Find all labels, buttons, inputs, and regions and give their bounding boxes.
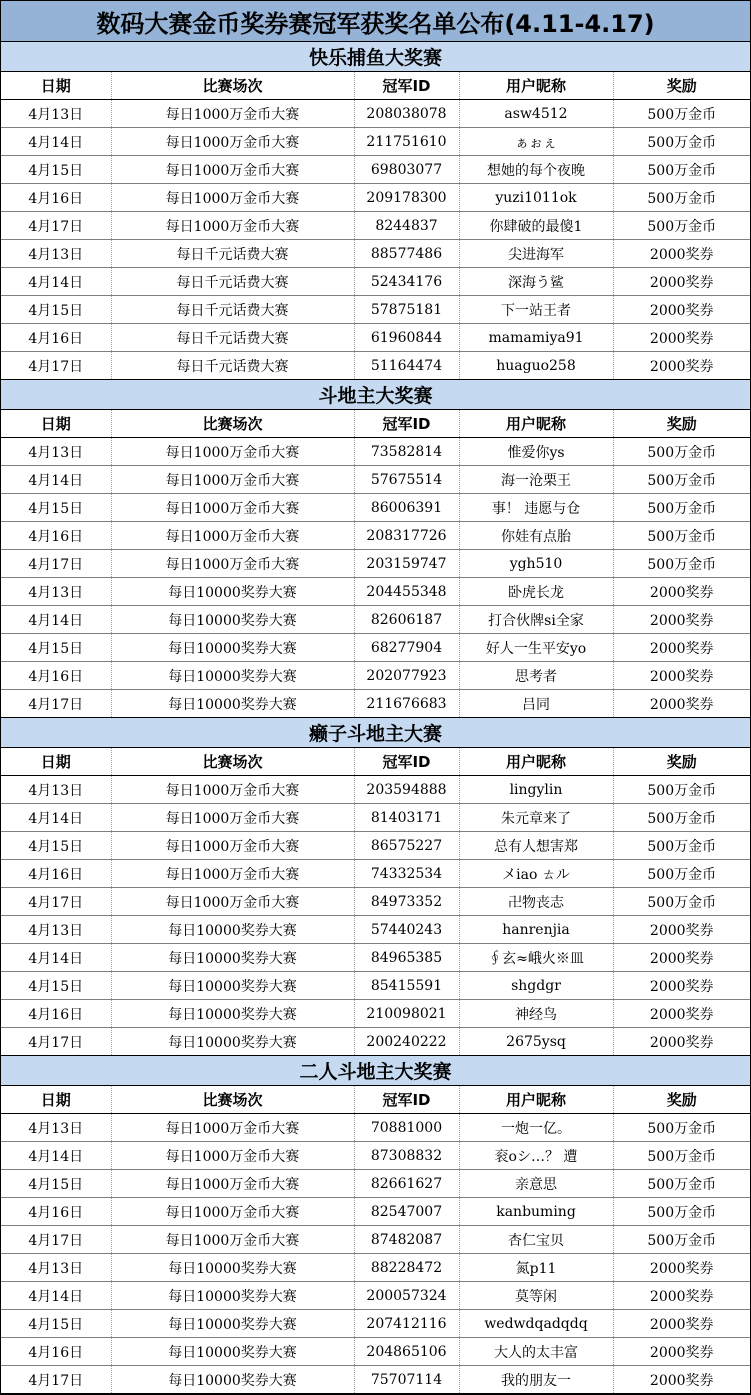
- reward-cell: 2000奖券: [613, 662, 750, 690]
- winner-id-cell: 82547007: [354, 1198, 459, 1226]
- table-row: [1, 240, 750, 268]
- winner-id-cell: 82661627: [354, 1170, 459, 1198]
- reward-cell: 500万金币: [613, 1226, 750, 1254]
- date-cell: 4月17日: [1, 888, 111, 916]
- winner-id-cell: 73582814: [354, 438, 459, 466]
- match-cell: 每日10000奖券大赛: [111, 1338, 354, 1366]
- winner-id-cell: 88577486: [354, 240, 459, 268]
- reward-cell: 500万金币: [613, 128, 750, 156]
- match-cell: 每日1000万金币大赛: [111, 100, 354, 128]
- date-cell: 4月16日: [1, 522, 111, 550]
- winner-id-cell: 204455348: [354, 578, 459, 606]
- match-cell: 每日10000奖券大赛: [111, 1254, 354, 1282]
- table-row: [1, 1000, 750, 1028]
- table-row: [1, 1114, 750, 1142]
- date-cell: 4月17日: [1, 212, 111, 240]
- nickname-cell: 吕同: [459, 690, 613, 718]
- winners-table: [1, 748, 750, 1056]
- column-header: 冠军ID: [354, 410, 459, 438]
- table-header-row: [1, 1086, 750, 1114]
- date-cell: 4月16日: [1, 324, 111, 352]
- match-cell: 每日10000奖券大赛: [111, 1028, 354, 1056]
- sections-container: [1, 42, 750, 1394]
- reward-cell: 500万金币: [613, 860, 750, 888]
- winner-id-cell: 69803077: [354, 156, 459, 184]
- reward-cell: 2000奖券: [613, 268, 750, 296]
- winner-id-cell: 82606187: [354, 606, 459, 634]
- table-row: [1, 1310, 750, 1338]
- winner-id-cell: 8244837: [354, 212, 459, 240]
- date-cell: 4月17日: [1, 1366, 111, 1394]
- match-cell: 每日1000万金币大赛: [111, 1142, 354, 1170]
- winner-id-cell: 202077923: [354, 662, 459, 690]
- winner-id-cell: 61960844: [354, 324, 459, 352]
- nickname-cell: 卍物丧志: [459, 888, 613, 916]
- winners-table: [1, 1086, 750, 1394]
- reward-cell: 500万金币: [613, 832, 750, 860]
- reward-cell: 500万金币: [613, 438, 750, 466]
- date-cell: 4月16日: [1, 1000, 111, 1028]
- date-cell: 4月13日: [1, 916, 111, 944]
- column-header: 奖励: [613, 748, 750, 776]
- match-cell: 每日千元话费大赛: [111, 352, 354, 380]
- winner-id-cell: 75707114: [354, 1366, 459, 1394]
- table-row: [1, 184, 750, 212]
- winner-id-cell: 210098021: [354, 1000, 459, 1028]
- date-cell: 4月15日: [1, 494, 111, 522]
- table-row: [1, 776, 750, 804]
- table-row: [1, 1170, 750, 1198]
- nickname-cell: 好人一生平安yo: [459, 634, 613, 662]
- table-row: [1, 1338, 750, 1366]
- match-cell: 每日1000万金币大赛: [111, 1114, 354, 1142]
- date-cell: 4月15日: [1, 156, 111, 184]
- nickname-cell: 惟爱你ys: [459, 438, 613, 466]
- match-cell: 每日10000奖券大赛: [111, 1366, 354, 1394]
- reward-cell: 500万金币: [613, 1142, 750, 1170]
- match-cell: 每日1000万金币大赛: [111, 212, 354, 240]
- column-header: 冠军ID: [354, 748, 459, 776]
- column-header: 日期: [1, 748, 111, 776]
- reward-cell: 2000奖券: [613, 296, 750, 324]
- reward-cell: 500万金币: [613, 466, 750, 494]
- date-cell: 4月13日: [1, 1254, 111, 1282]
- column-header: 日期: [1, 410, 111, 438]
- table-header-row: [1, 748, 750, 776]
- nickname-cell: 下一站王者: [459, 296, 613, 324]
- column-header: 比赛场次: [111, 410, 354, 438]
- table-row: [1, 944, 750, 972]
- match-cell: 每日10000奖券大赛: [111, 606, 354, 634]
- nickname-cell: 你娃有点胎: [459, 522, 613, 550]
- column-header: 奖励: [613, 72, 750, 100]
- section-title: 斗地主大奖赛: [1, 380, 750, 410]
- reward-cell: 2000奖券: [613, 634, 750, 662]
- nickname-cell: 朱元章来了: [459, 804, 613, 832]
- winner-id-cell: 74332534: [354, 860, 459, 888]
- table-row: [1, 494, 750, 522]
- table-row: [1, 324, 750, 352]
- date-cell: 4月16日: [1, 1198, 111, 1226]
- winners-table: [1, 410, 750, 718]
- match-cell: 每日1000万金币大赛: [111, 466, 354, 494]
- reward-cell: 2000奖券: [613, 606, 750, 634]
- column-header: 用户昵称: [459, 410, 613, 438]
- reward-cell: 500万金币: [613, 156, 750, 184]
- nickname-cell: lingylin: [459, 776, 613, 804]
- reward-cell: 2000奖券: [613, 352, 750, 380]
- nickname-cell: asw4512: [459, 100, 613, 128]
- column-header: 用户昵称: [459, 72, 613, 100]
- table-row: [1, 606, 750, 634]
- table-row: [1, 888, 750, 916]
- column-header: 奖励: [613, 1086, 750, 1114]
- table-row: [1, 1366, 750, 1394]
- date-cell: 4月15日: [1, 832, 111, 860]
- winner-id-cell: 70881000: [354, 1114, 459, 1142]
- nickname-cell: kanbuming: [459, 1198, 613, 1226]
- table-row: [1, 832, 750, 860]
- table-row: [1, 578, 750, 606]
- match-cell: 每日1000万金币大赛: [111, 438, 354, 466]
- date-cell: 4月15日: [1, 1170, 111, 1198]
- winner-id-cell: 84973352: [354, 888, 459, 916]
- winner-id-cell: 57440243: [354, 916, 459, 944]
- table-header-row: [1, 410, 750, 438]
- table-row: [1, 1142, 750, 1170]
- nickname-cell: 我的朋友一: [459, 1366, 613, 1394]
- match-cell: 每日1000万金币大赛: [111, 832, 354, 860]
- date-cell: 4月17日: [1, 690, 111, 718]
- table-row: [1, 128, 750, 156]
- date-cell: 4月13日: [1, 578, 111, 606]
- table-row: [1, 804, 750, 832]
- column-header: 冠军ID: [354, 1086, 459, 1114]
- nickname-cell: 卧虎长龙: [459, 578, 613, 606]
- winner-id-cell: 85415591: [354, 972, 459, 1000]
- nickname-cell: shgdgr: [459, 972, 613, 1000]
- match-cell: 每日10000奖券大赛: [111, 944, 354, 972]
- nickname-cell: 大人的太丰富: [459, 1338, 613, 1366]
- match-cell: 每日1000万金币大赛: [111, 156, 354, 184]
- reward-cell: 500万金币: [613, 550, 750, 578]
- reward-cell: 2000奖券: [613, 972, 750, 1000]
- match-cell: 每日1000万金币大赛: [111, 550, 354, 578]
- table-row: [1, 690, 750, 718]
- match-cell: 每日1000万金币大赛: [111, 888, 354, 916]
- winner-id-cell: 203594888: [354, 776, 459, 804]
- reward-cell: 2000奖券: [613, 1028, 750, 1056]
- nickname-cell: 氮p11: [459, 1254, 613, 1282]
- nickname-cell: 深海う鲨: [459, 268, 613, 296]
- winner-id-cell: 208038078: [354, 100, 459, 128]
- date-cell: 4月17日: [1, 550, 111, 578]
- reward-cell: 2000奖券: [613, 240, 750, 268]
- column-header: 冠军ID: [354, 72, 459, 100]
- date-cell: 4月13日: [1, 240, 111, 268]
- nickname-cell: ∮玄≈峨火※皿: [459, 944, 613, 972]
- reward-cell: 2000奖券: [613, 1310, 750, 1338]
- match-cell: 每日10000奖券大赛: [111, 916, 354, 944]
- reward-cell: 2000奖券: [613, 1000, 750, 1028]
- match-cell: 每日1000万金币大赛: [111, 184, 354, 212]
- date-cell: 4月13日: [1, 1114, 111, 1142]
- date-cell: 4月14日: [1, 1142, 111, 1170]
- match-cell: 每日1000万金币大赛: [111, 804, 354, 832]
- reward-cell: 500万金币: [613, 184, 750, 212]
- nickname-cell: 衮oシ…？ 遭: [459, 1142, 613, 1170]
- table-row: [1, 1254, 750, 1282]
- date-cell: 4月14日: [1, 944, 111, 972]
- reward-cell: 500万金币: [613, 1198, 750, 1226]
- nickname-cell: wedwdqadqdq: [459, 1310, 613, 1338]
- winner-id-cell: 207412116: [354, 1310, 459, 1338]
- reward-cell: 2000奖券: [613, 916, 750, 944]
- date-cell: 4月14日: [1, 128, 111, 156]
- column-header: 用户昵称: [459, 1086, 613, 1114]
- winner-id-cell: 86006391: [354, 494, 459, 522]
- match-cell: 每日1000万金币大赛: [111, 1170, 354, 1198]
- nickname-cell: 打合伙牌si全家: [459, 606, 613, 634]
- nickname-cell: 思考者: [459, 662, 613, 690]
- date-cell: 4月16日: [1, 860, 111, 888]
- table-row: [1, 438, 750, 466]
- reward-cell: 500万金币: [613, 522, 750, 550]
- table-row: [1, 352, 750, 380]
- reward-cell: 500万金币: [613, 1170, 750, 1198]
- table-row: [1, 466, 750, 494]
- section-title: 快乐捕鱼大奖赛: [1, 42, 750, 72]
- reward-cell: 500万金币: [613, 100, 750, 128]
- match-cell: 每日1000万金币大赛: [111, 494, 354, 522]
- date-cell: 4月14日: [1, 804, 111, 832]
- match-cell: 每日10000奖券大赛: [111, 634, 354, 662]
- nickname-cell: 2675ysq: [459, 1028, 613, 1056]
- winners-table: [1, 72, 750, 380]
- table-header-row: [1, 72, 750, 100]
- table-row: [1, 860, 750, 888]
- winner-id-cell: 57675514: [354, 466, 459, 494]
- table-row: [1, 296, 750, 324]
- date-cell: 4月14日: [1, 268, 111, 296]
- winner-id-cell: 87308832: [354, 1142, 459, 1170]
- reward-cell: 2000奖券: [613, 944, 750, 972]
- nickname-cell: メiao ㄊル: [459, 860, 613, 888]
- winner-id-cell: 87482087: [354, 1226, 459, 1254]
- table-row: [1, 156, 750, 184]
- nickname-cell: 总有人想害郑: [459, 832, 613, 860]
- winner-id-cell: 211676683: [354, 690, 459, 718]
- winner-id-cell: 81403171: [354, 804, 459, 832]
- match-cell: 每日1000万金币大赛: [111, 1226, 354, 1254]
- table-row: [1, 1282, 750, 1310]
- date-cell: 4月14日: [1, 606, 111, 634]
- winner-id-cell: 211751610: [354, 128, 459, 156]
- nickname-cell: 杏仁宝贝: [459, 1226, 613, 1254]
- reward-cell: 500万金币: [613, 888, 750, 916]
- match-cell: 每日1000万金币大赛: [111, 860, 354, 888]
- column-header: 用户昵称: [459, 748, 613, 776]
- match-cell: 每日10000奖券大赛: [111, 1282, 354, 1310]
- page-title: 数码大赛金币奖券赛冠军获奖名单公布(4.11-4.17): [1, 1, 750, 42]
- date-cell: 4月15日: [1, 1310, 111, 1338]
- match-cell: 每日10000奖券大赛: [111, 662, 354, 690]
- winner-id-cell: 208317726: [354, 522, 459, 550]
- nickname-cell: huaguo258: [459, 352, 613, 380]
- match-cell: 每日千元话费大赛: [111, 296, 354, 324]
- date-cell: 4月17日: [1, 352, 111, 380]
- nickname-cell: ygh510: [459, 550, 613, 578]
- table-row: [1, 1198, 750, 1226]
- column-header: 比赛场次: [111, 748, 354, 776]
- column-header: 奖励: [613, 410, 750, 438]
- reward-cell: 500万金币: [613, 212, 750, 240]
- match-cell: 每日千元话费大赛: [111, 324, 354, 352]
- reward-cell: 2000奖券: [613, 1282, 750, 1310]
- table-row: [1, 1226, 750, 1254]
- reward-cell: 500万金币: [613, 776, 750, 804]
- section-title: 二人斗地主大奖赛: [1, 1056, 750, 1086]
- date-cell: 4月13日: [1, 776, 111, 804]
- date-cell: 4月16日: [1, 662, 111, 690]
- reward-cell: 2000奖券: [613, 578, 750, 606]
- nickname-cell: 尖进海军: [459, 240, 613, 268]
- table-row: [1, 522, 750, 550]
- date-cell: 4月13日: [1, 438, 111, 466]
- reward-cell: 2000奖券: [613, 1254, 750, 1282]
- date-cell: 4月17日: [1, 1226, 111, 1254]
- match-cell: 每日10000奖券大赛: [111, 1310, 354, 1338]
- nickname-cell: hanrenjia: [459, 916, 613, 944]
- column-header: 比赛场次: [111, 72, 354, 100]
- nickname-cell: 莫等闲: [459, 1282, 613, 1310]
- column-header: 日期: [1, 1086, 111, 1114]
- nickname-cell: 你肆破的最傻1: [459, 212, 613, 240]
- nickname-cell: 亲意思: [459, 1170, 613, 1198]
- match-cell: 每日10000奖券大赛: [111, 578, 354, 606]
- winner-id-cell: 204865106: [354, 1338, 459, 1366]
- nickname-cell: 神经鸟: [459, 1000, 613, 1028]
- nickname-cell: 海一沧栗王: [459, 466, 613, 494]
- winner-id-cell: 200240222: [354, 1028, 459, 1056]
- winner-id-cell: 52434176: [354, 268, 459, 296]
- reward-cell: 2000奖券: [613, 1338, 750, 1366]
- date-cell: 4月15日: [1, 634, 111, 662]
- reward-cell: 500万金币: [613, 494, 750, 522]
- table-row: [1, 100, 750, 128]
- nickname-cell: yuzi1011ok: [459, 184, 613, 212]
- match-cell: 每日1000万金币大赛: [111, 522, 354, 550]
- winner-id-cell: 84965385: [354, 944, 459, 972]
- date-cell: 4月14日: [1, 466, 111, 494]
- date-cell: 4月15日: [1, 296, 111, 324]
- match-cell: 每日10000奖券大赛: [111, 1000, 354, 1028]
- table-row: [1, 268, 750, 296]
- table-row: [1, 1028, 750, 1056]
- table-row: [1, 662, 750, 690]
- date-cell: 4月15日: [1, 972, 111, 1000]
- reward-cell: 500万金币: [613, 804, 750, 832]
- table-row: [1, 916, 750, 944]
- reward-cell: 2000奖券: [613, 324, 750, 352]
- winner-id-cell: 68277904: [354, 634, 459, 662]
- winner-id-cell: 57875181: [354, 296, 459, 324]
- match-cell: 每日1000万金币大赛: [111, 776, 354, 804]
- table-row: [1, 634, 750, 662]
- match-cell: 每日10000奖券大赛: [111, 972, 354, 1000]
- date-cell: 4月13日: [1, 100, 111, 128]
- reward-cell: 2000奖券: [613, 690, 750, 718]
- section-title: 癞子斗地主大赛: [1, 718, 750, 748]
- date-cell: 4月17日: [1, 1028, 111, 1056]
- table-row: [1, 550, 750, 578]
- column-header: 日期: [1, 72, 111, 100]
- winner-id-cell: 51164474: [354, 352, 459, 380]
- nickname-cell: 想她的每个夜晚: [459, 156, 613, 184]
- nickname-cell: 一炮一亿。: [459, 1114, 613, 1142]
- match-cell: 每日1000万金币大赛: [111, 1198, 354, 1226]
- reward-cell: 500万金币: [613, 1114, 750, 1142]
- winner-id-cell: 88228472: [354, 1254, 459, 1282]
- table-row: [1, 212, 750, 240]
- nickname-cell: ぁぉぇ: [459, 128, 613, 156]
- table-row: [1, 972, 750, 1000]
- winner-id-cell: 203159747: [354, 550, 459, 578]
- match-cell: 每日千元话费大赛: [111, 268, 354, 296]
- match-cell: 每日1000万金币大赛: [111, 128, 354, 156]
- column-header: 比赛场次: [111, 1086, 354, 1114]
- date-cell: 4月14日: [1, 1282, 111, 1310]
- nickname-cell: 事！ 违愿与仓: [459, 494, 613, 522]
- reward-cell: 2000奖券: [613, 1366, 750, 1394]
- date-cell: 4月16日: [1, 1338, 111, 1366]
- winner-id-cell: 209178300: [354, 184, 459, 212]
- date-cell: 4月16日: [1, 184, 111, 212]
- winner-id-cell: 86575227: [354, 832, 459, 860]
- nickname-cell: mamamiya91: [459, 324, 613, 352]
- match-cell: 每日千元话费大赛: [111, 240, 354, 268]
- winner-id-cell: 200057324: [354, 1282, 459, 1310]
- match-cell: 每日10000奖券大赛: [111, 690, 354, 718]
